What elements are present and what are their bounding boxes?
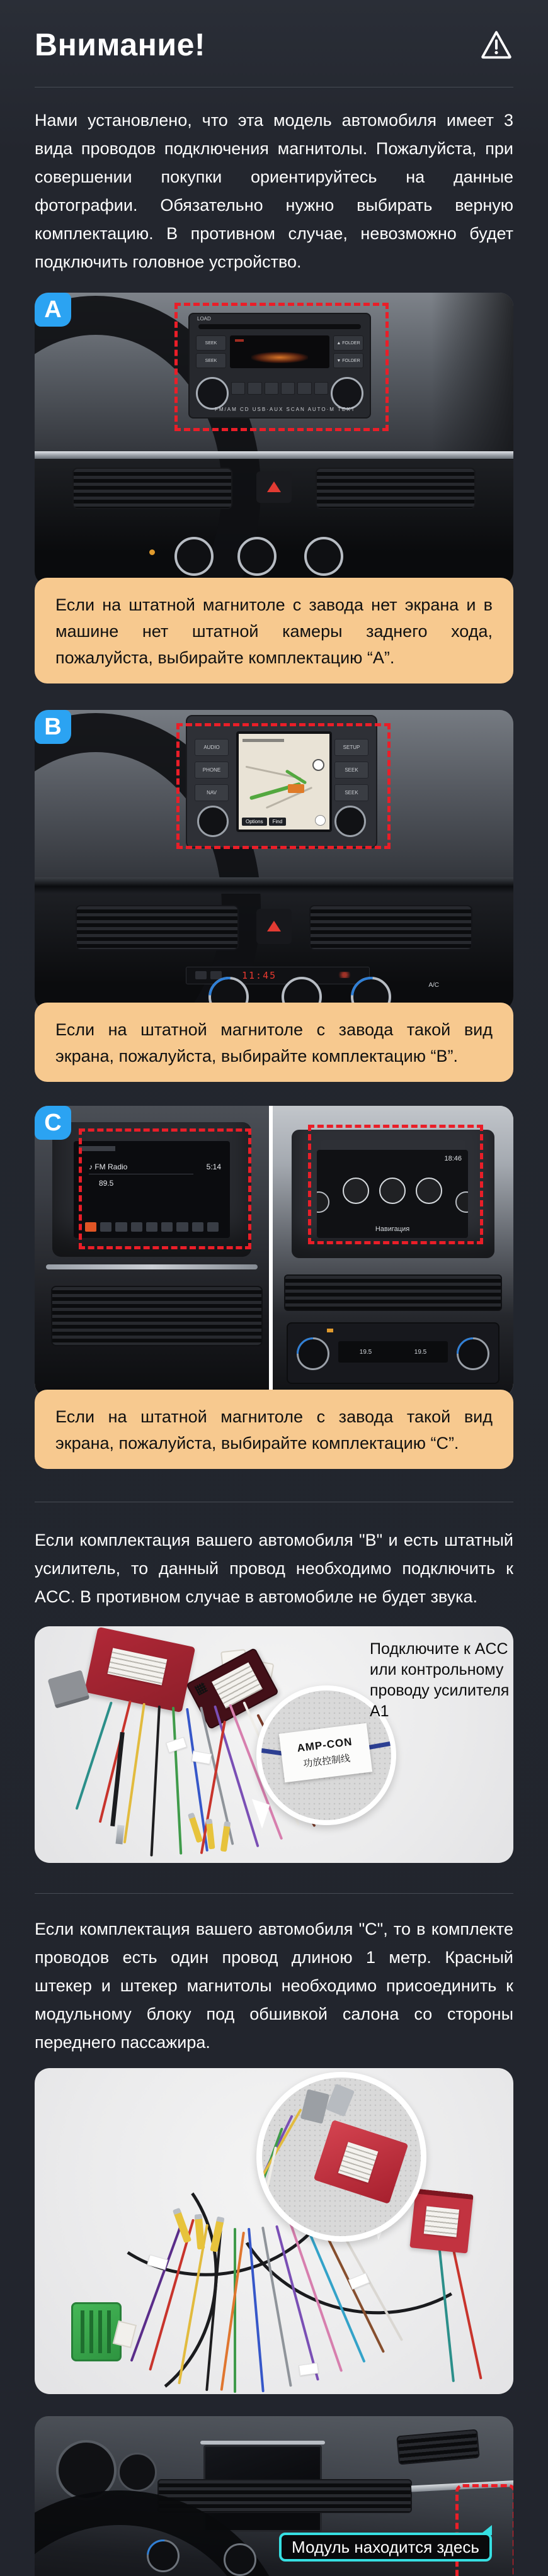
climate-knob-art xyxy=(304,537,343,576)
amp-con-cn-text: 功放控制线 xyxy=(302,1752,351,1769)
callout-tail-art xyxy=(244,1799,270,1828)
hazard-button-art xyxy=(256,471,292,503)
screen-clock-label: 18:46 xyxy=(444,1155,462,1162)
radio-frequency-label: 89.5 xyxy=(99,1179,114,1188)
wire-art xyxy=(172,1707,182,1855)
indicator-dot-art xyxy=(149,549,155,555)
radio-seek-button-art: SEEK xyxy=(196,353,226,368)
board-label-art xyxy=(108,1648,168,1685)
climate-knob-art xyxy=(147,2539,180,2572)
acc-annotation: Подключите к ACC или контрольному проводу усилителя A1 xyxy=(370,1640,510,1720)
air-vent-art xyxy=(51,1286,263,1346)
clock-button-art xyxy=(195,971,207,979)
radio-folder-up-button-art: ▲ FOLDER xyxy=(333,335,363,351)
note-c-paragraph: Если комплектация вашего автомобиля "C", то в комплекте проводов есть один провод длиною 1 метр. Красный штекер и штекер магнитолы необходимо присоединить к модульному блоку под обшивкой салона со стороны переднего пассажира. xyxy=(35,1920,513,2052)
red-dashed-outline xyxy=(308,1125,483,1244)
wire-art xyxy=(256,2115,294,2201)
wiring-harness-photo-2 xyxy=(35,2068,513,2394)
variant-c-left-photo xyxy=(35,1106,269,1397)
temp-right-label: 19.5 xyxy=(414,1348,427,1356)
now-playing-label: ♪ FM Radio xyxy=(89,1162,128,1171)
dashboard-art xyxy=(431,293,513,459)
variant-a-section xyxy=(35,293,513,683)
wire-art xyxy=(234,2228,236,2393)
climate-display-art xyxy=(338,1341,448,1363)
warning-triangle-icon xyxy=(479,29,513,60)
air-vent-art xyxy=(309,905,472,950)
red-canbus-board-art xyxy=(84,1627,196,1713)
wiring-harness-photo-1 xyxy=(35,1626,513,1863)
variant-c-caption: Если на штатной магнитоле с завода такой вид экрана, пожалуйста, выбирайте комплектацию “C”. xyxy=(35,1390,513,1469)
variant-c-photo xyxy=(35,1106,513,1397)
warning-lamp-art xyxy=(336,972,353,978)
audio-button-art: AUDIO xyxy=(195,739,229,756)
variant-a-badge: A xyxy=(35,293,71,327)
module-label-art xyxy=(338,2142,379,2183)
climate-knob-art xyxy=(457,1337,489,1370)
climate-knob-art xyxy=(237,537,277,576)
gloss-trim-art xyxy=(35,877,513,894)
radio-seek-button-art: SEEK xyxy=(196,335,226,351)
green-connector-art xyxy=(71,2302,122,2361)
air-vent-art xyxy=(284,1274,502,1311)
red-module-art xyxy=(409,2188,473,2253)
section-divider xyxy=(35,1893,513,1894)
module-location-label: Модуль находится здесь xyxy=(279,2533,492,2562)
variant-b-section xyxy=(35,710,513,1082)
clock-panel-art xyxy=(186,967,370,984)
red-dashed-outline xyxy=(176,723,391,849)
phone-button-art: PHONE xyxy=(195,762,229,779)
variant-c-section xyxy=(35,1106,513,1469)
red-dashed-outline xyxy=(174,303,389,431)
intro-paragraph: Нами установлено, что эта модель автомобиля имеет 3 вида проводов подключения магнитолы. Пожалуйста, при совершении покупки ориентируйтесь на данные фотографии. Обязательно нужно выбирать верную комплектацию. В противном случае, невозможно будет подключить головное устройство. xyxy=(35,111,513,271)
setup-button-art: SETUP xyxy=(334,739,368,756)
wire-tag-art xyxy=(166,1737,187,1753)
climate-knob-art xyxy=(224,2543,256,2576)
climate-knob-art xyxy=(174,537,214,576)
module-location-photo xyxy=(35,2416,513,2576)
page-title: Внимание! xyxy=(35,27,206,62)
wire-art xyxy=(150,1706,161,1857)
dashboard-clock: 11:45 xyxy=(242,970,277,981)
red-module-art xyxy=(314,2120,409,2204)
radio-folder-down-button-art: ▼ FOLDER xyxy=(333,353,363,368)
air-vent-art xyxy=(316,468,476,509)
gauge-cluster-art xyxy=(118,2453,157,2492)
variant-c-badge: C xyxy=(35,1106,71,1140)
hazard-triangle-icon xyxy=(267,481,281,492)
module-callout xyxy=(256,2072,426,2242)
seek-button-art: SEEK xyxy=(334,762,368,779)
indicator-dot-art xyxy=(327,1329,333,1332)
air-vent-art xyxy=(76,905,239,950)
variant-b-photo xyxy=(35,710,513,1010)
module-label-art xyxy=(424,2206,459,2237)
qr-code-art xyxy=(195,1682,208,1696)
nav-button-art: NAV xyxy=(195,784,229,801)
note-b-paragraph: Если комплектация вашего автомобиля "B" и есть штатный усилитель, то данный провод необходимо подключить к ACC. В противном случае в автомобиле не будет звука. xyxy=(35,1531,513,1606)
gray-connector-art xyxy=(47,1670,89,1709)
variant-a-caption: Если на штатной магнитоле с завода нет экрана и в машине нет штатной камеры заднего хода, пожалуйста, выбирайте комплектацию “A”. xyxy=(35,578,513,683)
track-time-label: 5:14 xyxy=(206,1162,221,1171)
header xyxy=(35,0,513,63)
ac-label: A/C xyxy=(428,982,439,989)
variant-b-badge: B xyxy=(35,710,71,744)
silver-trim-art xyxy=(46,1264,258,1269)
radio-key-labels: FM/AM CD USB·AUX SCAN AUTO·M TEXT xyxy=(215,407,356,412)
variant-b-caption: Если на штатной магнитоле с завода такой вид экрана, пожалуйста, выбирайте комплектацию “B”. xyxy=(35,1003,513,1082)
wire-art xyxy=(214,1705,260,1847)
dark-module-art xyxy=(186,1648,279,1730)
temp-left-label: 19.5 xyxy=(359,1348,372,1356)
radio-load-label: LOAD xyxy=(197,316,211,322)
gray-connector-art xyxy=(326,2084,355,2117)
silver-trim-art xyxy=(35,451,513,459)
variant-a-photo xyxy=(35,293,513,585)
amp-con-label xyxy=(279,1723,372,1782)
map-find-button: Find xyxy=(269,818,287,826)
air-vent-art xyxy=(72,468,232,509)
gray-connector-art xyxy=(300,2089,330,2123)
red-dashed-outline xyxy=(79,1128,251,1249)
module-label-art xyxy=(212,1662,263,1708)
seek-button-art: SEEK xyxy=(334,784,368,801)
climate-knob-art xyxy=(297,1337,329,1370)
wire-art xyxy=(123,1703,146,1843)
amp-con-text: AMP-CON xyxy=(296,1735,353,1754)
map-options-button: Options xyxy=(242,818,267,826)
hazard-triangle-icon xyxy=(267,921,281,931)
navigation-label: Навигация xyxy=(375,1225,410,1233)
climate-panel-art xyxy=(287,1322,499,1384)
variant-c-right-photo xyxy=(273,1106,513,1397)
hazard-button-art xyxy=(256,909,292,944)
